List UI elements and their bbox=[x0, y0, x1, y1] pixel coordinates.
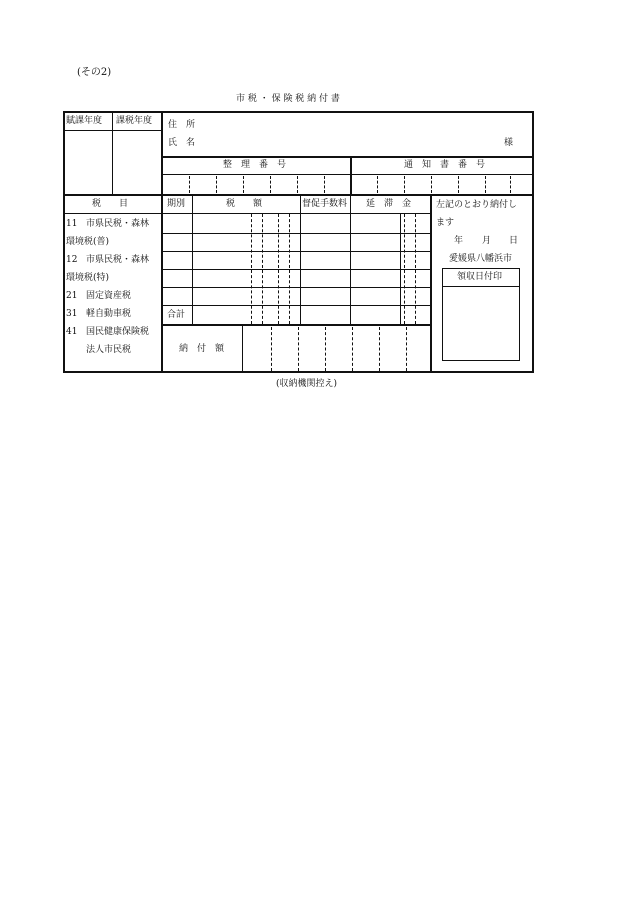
tax-item-name: 固定資産税 bbox=[86, 291, 132, 301]
tax-item-code: 41 bbox=[66, 327, 78, 337]
seiri-bangou-label: 整 理 番 号 bbox=[223, 160, 287, 170]
divider bbox=[242, 325, 243, 372]
tax-item-name: 環境税(普) bbox=[66, 237, 110, 247]
statement-line2: ます bbox=[436, 218, 455, 228]
tax-item-code: 11 bbox=[66, 219, 78, 229]
divider bbox=[112, 112, 113, 194]
row-line bbox=[162, 251, 430, 252]
digit-separator bbox=[458, 176, 459, 193]
stamp-label: 領収日付印 bbox=[457, 272, 503, 282]
tax-item-name: 環境税(特) bbox=[66, 273, 110, 283]
date-day: 日 bbox=[509, 236, 519, 246]
date-year: 年 bbox=[454, 236, 464, 246]
nofu-gaku-label: 納 付 額 bbox=[179, 344, 225, 354]
entaikin-header: 延 滞 金 bbox=[366, 199, 412, 209]
digit-separator bbox=[510, 176, 511, 193]
address-label: 住 所 bbox=[168, 120, 196, 130]
tax-item-name: 国民健康保険税 bbox=[86, 327, 150, 337]
digit-separator bbox=[404, 176, 405, 193]
fuka-nendo-label: 賦課年度 bbox=[66, 116, 103, 126]
digit-separator bbox=[377, 176, 378, 193]
row-line bbox=[162, 305, 430, 306]
divider bbox=[350, 156, 352, 194]
divider bbox=[64, 213, 162, 214]
kibetsu-header: 期別 bbox=[167, 199, 186, 209]
zeigaku-header: 税 額 bbox=[226, 199, 263, 209]
digit-separator bbox=[270, 176, 271, 193]
divider bbox=[64, 194, 533, 196]
page-label: (その2) bbox=[77, 67, 112, 78]
digit-separator bbox=[485, 176, 486, 193]
tokusoku-header: 督促手数料 bbox=[302, 199, 348, 209]
tax-item-name: 市県民税・森林 bbox=[86, 219, 150, 229]
digit-guide bbox=[404, 214, 405, 324]
divider bbox=[162, 213, 430, 214]
digit-guide bbox=[379, 327, 380, 371]
tax-item-code: 21 bbox=[66, 291, 78, 301]
tax-item-code: 12 bbox=[66, 255, 78, 265]
digit-guide bbox=[298, 327, 299, 371]
footer-note: (収納機関控え) bbox=[276, 379, 338, 389]
digit-guide bbox=[325, 327, 326, 371]
row-line bbox=[162, 233, 430, 234]
row-line bbox=[162, 269, 430, 270]
digit-guide bbox=[262, 214, 263, 324]
digit-guide bbox=[352, 327, 353, 371]
digit-separator bbox=[324, 176, 325, 193]
digit-separator bbox=[189, 176, 190, 193]
divider bbox=[162, 174, 533, 175]
digit-separator bbox=[243, 176, 244, 193]
form-title: 市 税 ・ 保 険 税 納 付 書 bbox=[236, 94, 340, 104]
row-line bbox=[162, 287, 430, 288]
divider bbox=[162, 324, 431, 326]
digit-guide bbox=[415, 214, 416, 324]
statement-line1: 左記のとおり納付し bbox=[436, 200, 518, 210]
honorific: 様 bbox=[504, 138, 514, 148]
tax-item-name: 軽自動車税 bbox=[86, 309, 132, 319]
digit-separator bbox=[431, 176, 432, 193]
digit-separator bbox=[216, 176, 217, 193]
divider bbox=[162, 156, 533, 158]
kazei-nendo-label: 課税年度 bbox=[116, 116, 153, 126]
digit-guide bbox=[289, 214, 290, 324]
digit-guide bbox=[271, 327, 272, 371]
digit-guide bbox=[251, 214, 252, 324]
digit-separator bbox=[297, 176, 298, 193]
name-label: 氏 名 bbox=[168, 138, 196, 148]
divider bbox=[430, 195, 432, 372]
divider bbox=[442, 286, 520, 287]
divider bbox=[64, 130, 162, 131]
tax-item-name: 市県民税・森林 bbox=[86, 255, 150, 265]
zeimoku-header: 税 目 bbox=[92, 199, 129, 209]
tax-item-code: 31 bbox=[66, 309, 78, 319]
date-month: 月 bbox=[482, 236, 492, 246]
digit-guide bbox=[278, 214, 279, 324]
tax-item-name: 法人市民税 bbox=[86, 345, 132, 355]
divider bbox=[161, 112, 163, 372]
city-name: 愛媛県八幡浜市 bbox=[449, 254, 513, 264]
total-label: 合計 bbox=[167, 310, 186, 320]
digit-guide bbox=[406, 327, 407, 371]
tsuchisho-bangou-label: 通 知 書 番 号 bbox=[404, 160, 486, 170]
